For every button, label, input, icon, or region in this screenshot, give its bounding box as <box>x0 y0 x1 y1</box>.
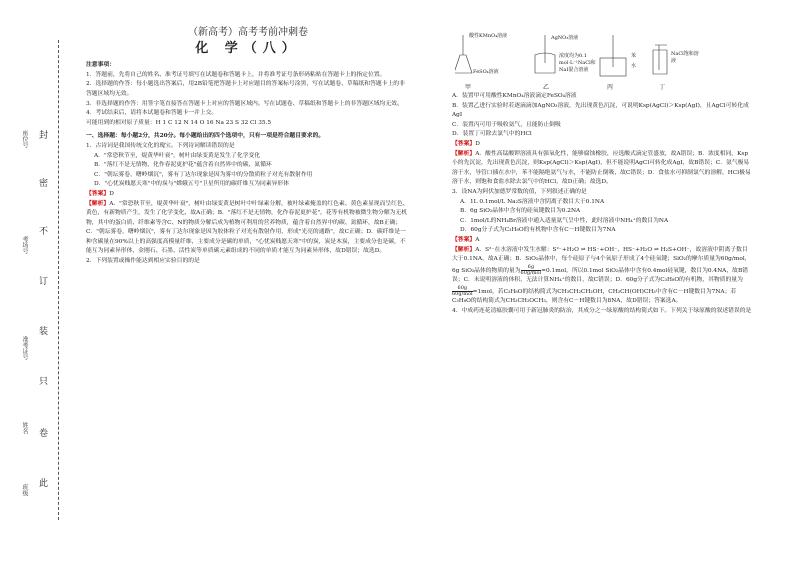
analysis-label: 【解析】 <box>452 150 476 157</box>
q1-answer: D <box>109 190 114 197</box>
answer-label: 【答案】 <box>452 236 476 243</box>
q2-option-a: A．装置甲可用酸性KMnO₄溶液滴定FeSO₄溶液 <box>452 93 577 99</box>
side-char: 封 <box>37 130 47 139</box>
atomic-masses: 可能用到的相对原子质量：H 1 C 12 N 14 O 16 Na 23 S 32 Cl 35.5 <box>86 119 272 126</box>
fraction-numerator: 60g <box>452 286 473 292</box>
name-field: 姓名 <box>21 422 28 434</box>
subject-title: 化 学（八） <box>195 40 301 56</box>
apparatus-label: 丙 <box>607 84 614 91</box>
q1-option-b: B．"落红不是无情物，化作春泥更护花"蕴含着自然界中的碳、氮循环 <box>94 162 272 169</box>
apparatus-label: 丁 <box>659 84 666 91</box>
answer-label: 【答案】 <box>452 140 476 147</box>
q2-analysis: A．酸性高锰酸钾溶液具有强氧化性，能够腐蚀橡胶，应选酸式滴定管盛放，故A错误；B．浓度相同，Ksp小的先沉淀，先出现黄色沉淀，则Ksp(AgCl)＞Ksp(AgI)，但不能说明AgCl可转化成AgI，故B错误；C．氨气极易溶于水，导管口插在水中，苯不能隔绝氨气与水，不能防止倒吸，故C错误；D．食盐水可抑制氯气的溶解，HCl极易溶于水，则饱和食盐水除去氯气中的HCl，故D正确；故选D。 <box>452 150 751 186</box>
apparatus-text: 水 <box>631 63 637 69</box>
notice-title: 注意事项： <box>86 62 115 69</box>
q3-analysis-cont: =0.1mol，所以0.1mol SiO₂晶体中含有0.4mol硅氧键，数目为0.4NA，故B错误；C．未说明溶液的体积，无法计算NH₄⁺的数目，故C错误；D．60g分子式为C₃H₈O的有机物，其物质的量为 <box>452 267 749 284</box>
q3-option-b: B．6g SiO₂晶体中含有的硅氧键数目为0.2NA <box>460 208 581 215</box>
side-char: 此 <box>37 478 47 487</box>
q1-option-d: D．"心忧炭贱愿天寒"中的炭与"嫦娥五号"卫星所用的碳纤维互为同素异形体 <box>94 181 290 188</box>
exam-title: （新高考）高考考前冲刺卷 <box>188 27 308 38</box>
apparatus-text: FeSO₄溶液 <box>473 69 499 75</box>
question-1-stem: 1．古诗词是我国传统文化的瑰宝。下列诗词解读错误的是 <box>86 142 235 149</box>
apparatus-text: 酸性KMnO₄溶液 <box>469 33 508 39</box>
exam-room-field: 考场号 <box>21 236 28 254</box>
q1-option-c: C．"朝坛雾卷，曙岭烟沉"，雾有丁达尔现象是因为雾中的分散质粒子对光有散射作用 <box>94 171 313 178</box>
apparatus-text: AgNO₃溶液 <box>551 35 579 41</box>
question-3-stem: 3．设NA为阿伏加德罗常数的值，下列叙述正确的是 <box>452 188 587 195</box>
q3-answer: A <box>475 236 480 243</box>
ticket-number-field: 准考证号 <box>21 336 28 360</box>
fraction-denominator: 60g/mol <box>520 269 542 276</box>
side-char: 密 <box>37 178 47 187</box>
analysis-label: 【解析】 <box>86 200 110 207</box>
analysis-label: 【解析】 <box>452 246 476 253</box>
notice-item: 4．考试结束后，请将本试题卷和答题卡一并上交。 <box>86 110 218 117</box>
binding-margin <box>0 0 86 562</box>
apparatus-label: 甲 <box>465 84 472 91</box>
q2-option-b: B．装置乙进行实验时若逐滴滴加AgNO₃溶液，先出现黄色沉淀，可说明Ksp(AgCl)＞Ksp(AgI)，且AgCl可转化成AgI <box>452 102 749 119</box>
apparatus-figure <box>455 30 715 90</box>
q3-analysis: A．S²⁻在水溶液中发生水解：S²⁻+H₂O ⇌ HS⁻+OH⁻、HS⁻+H₂O ⇌ H₂S+OH⁻，故溶液中阴离子数目大于0.1NA，故A正确；B．SiO₂晶体中，每个硅原子与4个氧原子形成了4个硅氧键；SiO₂的摩尔质量为60g/mol，6g SiO₂晶体的物质的量为 <box>452 246 751 274</box>
q2-option-d: D．装置丁可除去氯气中的HCl <box>452 131 532 138</box>
side-char: 装 <box>37 326 47 335</box>
q1-analysis: A．"常恐秋节至，焜黄华叶衰"，树叶由绿变黄是树叶中叶绿素分解，被叶绿素掩盖的红色素、黄色素显现而呈红色、黄色，有新物质产生，发生了化学变化，故A正确；B．"落红不是无情物，化作春泥更护花"，花等有机物被微生物分解为无机物，其中的蛋白质、纤维素等含C、N的物质分解后成为植物可利用的营养物质，蕴含着自然界中的碳、氮循环，故B正确；C．"朝坛雾卷，曙岭烟沉"，雾有丁达尔现象是因为胶体粒子对光有散射作用，形成"光亮的通路"，故C正确；D．碳纤维是一种含碳量在90%以上的高强度高模量纤维，主要成分是碳的单质，"心忧炭贱愿天寒"中的炭，炭是木炭，主要成分也是碳，不能互为同素异形体，金刚石、石墨、活性炭等单质碳元素组成的不同的单质才能互为同素异形体，故D错误；故选D。 <box>86 200 409 255</box>
apparatus-label: 乙 <box>543 84 550 91</box>
apparatus-text: 浓度均为0.1 mol·L⁻¹NaCl和NaI混合溶液 <box>559 53 596 73</box>
notice-item: 2．选择题的作答：每小题选出答案后，用2B铅笔把答题卡上对应题目的答案标号涂黑，写在试题卷、草稿纸和答题卡上的非答题区域均无效。 <box>86 81 405 97</box>
q3-option-c: C．1mol/L的NH₄Br溶液中通入适量氨气呈中性，此时溶液中NH₄⁺的数目为NA <box>460 217 669 224</box>
left-column <box>86 28 410 267</box>
fraction-numerator: 6g <box>521 265 542 271</box>
cut-line <box>58 40 59 520</box>
side-char: 订 <box>37 276 47 285</box>
q2-option-c: C．装置丙可用于吸收氨气，且能防止倒吸 <box>452 121 561 128</box>
side-char: 只 <box>37 376 47 385</box>
question-2-stem: 2．下列装置或操作能达到相应实验目的的是 <box>86 258 200 265</box>
fraction <box>521 265 542 276</box>
section-title: 一、选择题：每小题2分，共20分。每小题给出的四个选项中，只有一项是符合题目要求的。 <box>86 133 325 140</box>
right-column <box>452 92 752 317</box>
q1-option-a: A．"常恐秋节至，焜黄华叶衰"，树叶由绿变黄是发生了化学变化 <box>94 152 261 159</box>
q3-option-d: D．60g分子式为C₃H₈O的有机物中含有C－H键数目为7NA <box>460 227 616 234</box>
notice-item: 1．答题前，先将自己的姓名、准考证号填写在试题卷和答题卡上，并将准考证号条形码粘贴在答题卡上的指定位置。 <box>86 71 386 78</box>
q3-option-a: A．1L 0.1mol/L Na₂S溶液中含阴离子数目大于0.1NA <box>460 198 605 205</box>
side-char: 不 <box>37 226 47 235</box>
fraction-denominator: 60g/mol <box>452 290 473 297</box>
apparatus-text: 苯 <box>631 53 637 59</box>
class-field: 班级 <box>21 484 28 496</box>
q3-analysis-end: =1mol，若C₃H₈O的结构简式为CH₃CH₂CH₂OH，CH₃CH(OH)CH₃中含有C－H键数目为7NA；若C₃H₈O的结构简式为CH₃CH₂OCH₃，则含有C－H键数目为8NA，故D错误；答案选A。 <box>452 288 737 305</box>
notice-item: 3．非选择题的作答：用签字笔直接答在答题卡上对应的答题区域内。写在试题卷、草稿纸和答题卡上的非答题区域均无效。 <box>86 100 403 107</box>
q2-answer: D <box>475 140 480 147</box>
apparatus-text: NaCl饱和溶液 <box>671 51 699 64</box>
seat-number-field: 座位号 <box>21 130 28 148</box>
answer-label: 【答案】 <box>86 190 110 197</box>
fraction <box>452 286 473 297</box>
side-char: 卷 <box>37 428 47 437</box>
question-4-stem: 4．中成药连花清瘟胶囊可用于新冠肺炎的防治，其成分之一绿原酸的结构简式如下。下列关于绿原酸的叙述错误的是 <box>452 308 752 315</box>
